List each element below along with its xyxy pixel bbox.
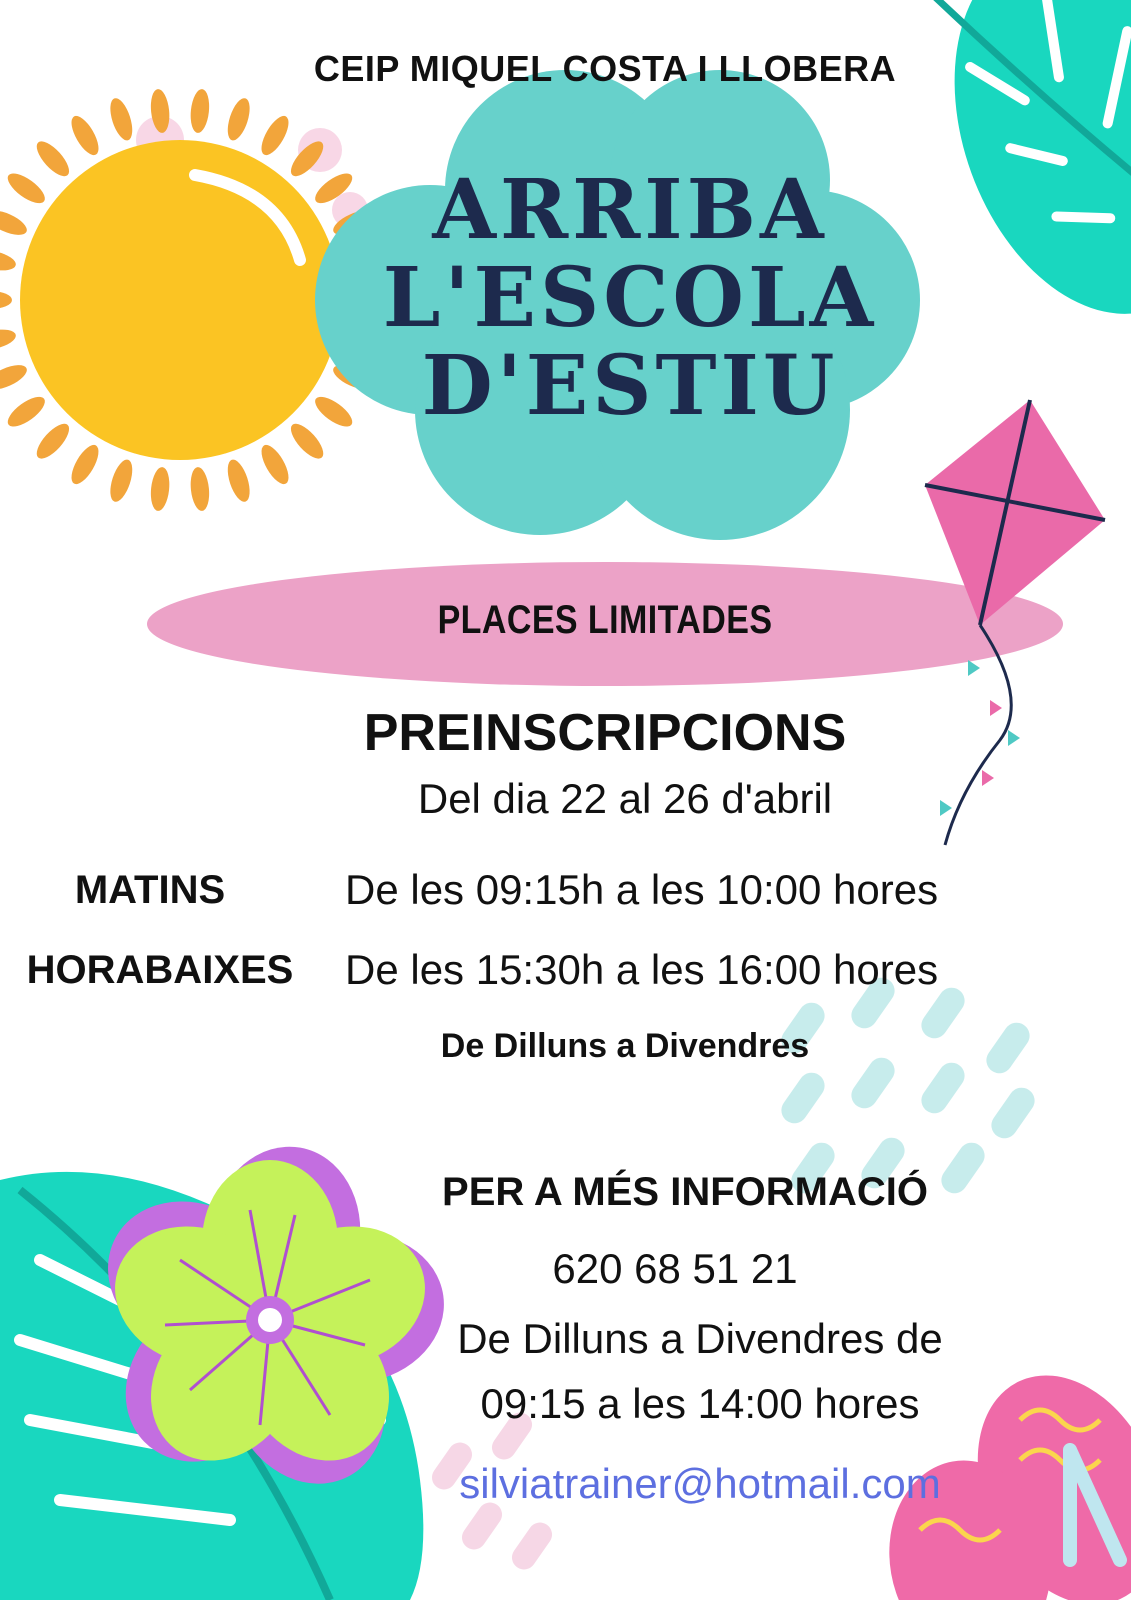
info-title: PER A MÉS INFORMACIÓ — [442, 1170, 928, 1214]
sun-ray — [31, 419, 74, 464]
phone-number[interactable]: 620 68 51 21 — [552, 1245, 798, 1292]
afternoon-label: HORABAIXES — [26, 948, 294, 992]
sun-ray — [0, 360, 30, 394]
title-line-2: L'ESCOLA — [382, 250, 878, 346]
sun-ray — [0, 206, 30, 240]
morning-label: MATINS — [74, 868, 226, 912]
morning-time: De les 09:15h a les 10:00 hores — [345, 866, 939, 913]
sun-ray — [3, 168, 49, 208]
sun-ray — [66, 112, 104, 159]
afternoon-time: De les 15:30h a les 16:00 hores — [345, 946, 939, 993]
sun-ray — [223, 96, 254, 143]
sun-ray — [0, 291, 12, 309]
email-link[interactable]: silviatrainer@hotmail.com — [459, 1460, 941, 1507]
contact-hours-line-2: 09:15 a les 14:00 hores — [480, 1380, 920, 1427]
sun-ray — [31, 136, 74, 181]
sun-ray — [149, 466, 172, 512]
sun-ray — [3, 391, 49, 431]
title-line-3: D'ESTIU — [421, 338, 839, 434]
sun-ray — [106, 457, 137, 504]
sun-ray — [189, 466, 212, 512]
sun-ray — [286, 419, 329, 464]
sun-ray — [223, 457, 254, 504]
places-limited-banner: PLACES LIMITADES — [437, 598, 773, 642]
sun-ray — [189, 88, 212, 134]
weekdays-note: De Dilluns a Divendres — [440, 1027, 810, 1065]
sun-ray — [256, 112, 294, 159]
school-name: CEIP MIQUEL COSTA I LLOBERA — [313, 48, 897, 89]
preinscriptions-dates: Del dia 22 al 26 d'abril — [417, 775, 833, 822]
contact-hours-line-1: De Dilluns a Divendres de — [457, 1315, 943, 1362]
sun-ray — [106, 96, 137, 143]
title-line-1: ARRIBA — [432, 162, 828, 258]
sun-ray — [0, 247, 18, 274]
sun-ray — [0, 326, 18, 353]
sun-ray — [256, 441, 294, 488]
sun-ray — [66, 441, 104, 488]
preinscriptions-title: PREINSCRIPCIONS — [363, 704, 847, 762]
